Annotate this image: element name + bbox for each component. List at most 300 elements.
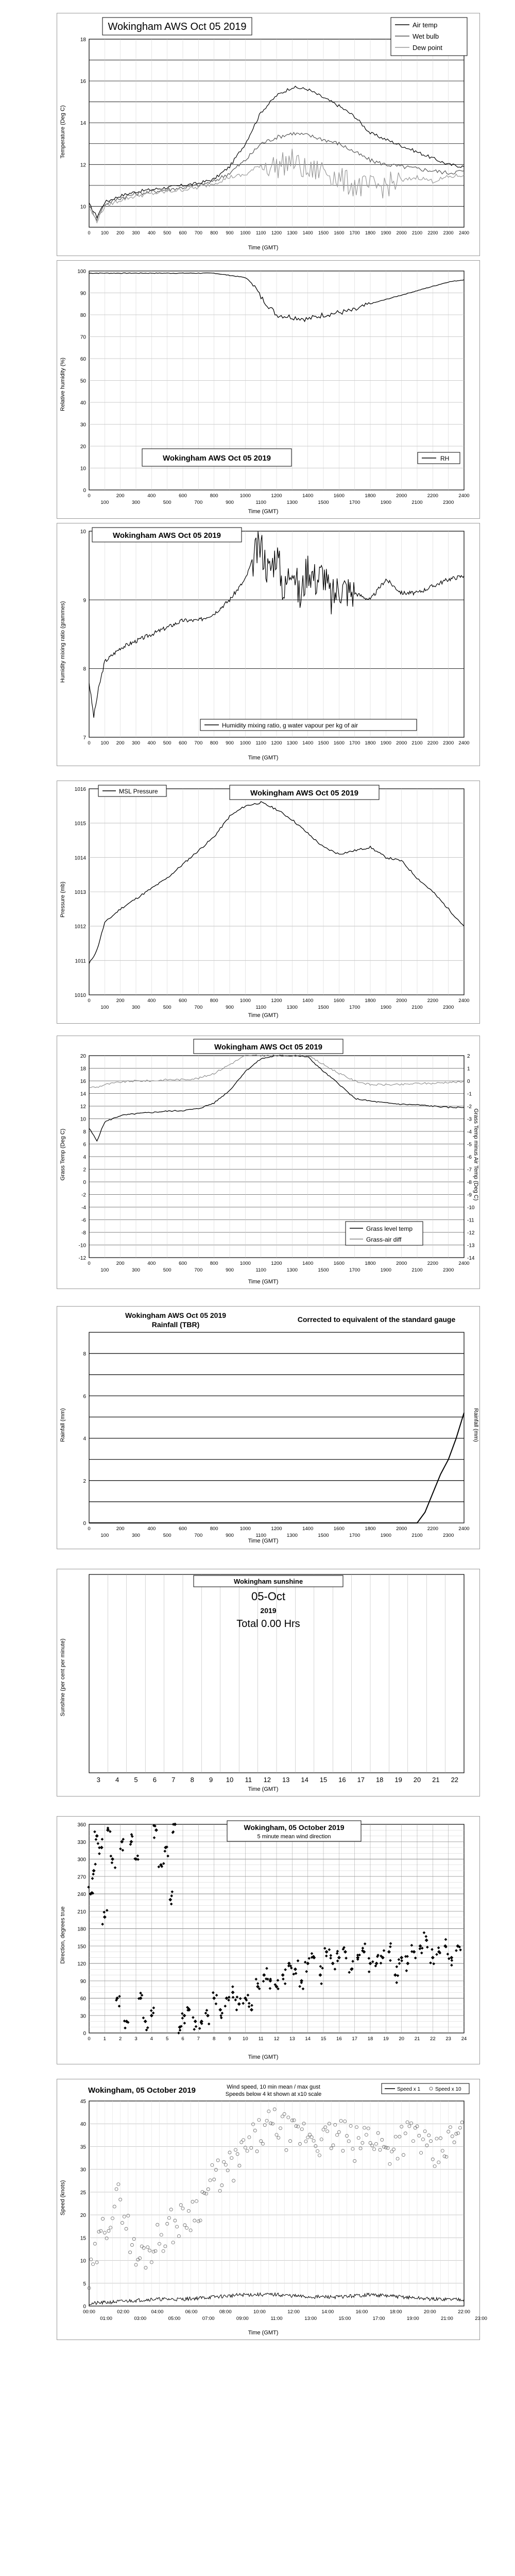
temperature-ylabel: Temperature (Deg C): [60, 105, 66, 159]
x-tick-label: 3: [96, 1776, 100, 1784]
y-tick-label: 30: [80, 2167, 86, 2173]
temperature-xlabel: Time (GMT): [248, 245, 279, 251]
x-tick-label: 100: [100, 1267, 109, 1273]
x-tick-label: 2100: [411, 1005, 423, 1010]
sunshine-chart-title: Wokingham sunshine: [233, 1578, 303, 1585]
mixing-ratio-chart: [57, 523, 479, 766]
x-tick-label: 1400: [302, 1261, 314, 1266]
x-tick-label: 17: [357, 1776, 365, 1784]
y-tick-label: 1014: [74, 855, 86, 861]
x-tick-label: 04:00: [151, 2309, 164, 2315]
x-tick-label: 1600: [333, 1261, 345, 1266]
x-tick-label: 12: [263, 1776, 271, 1784]
y-tick-label: 20: [80, 1054, 86, 1059]
x-tick-label: 1900: [380, 1267, 391, 1273]
x-tick-label: 1900: [380, 500, 391, 505]
x-tick-label: 2200: [427, 1261, 438, 1266]
x-tick-label: 700: [194, 740, 203, 746]
x-tick-label: 1800: [365, 740, 376, 746]
y2-tick-label: -13: [467, 1243, 475, 1249]
x-tick-label: 0: [88, 2036, 91, 2042]
y-tick-label: 1016: [74, 787, 86, 792]
x-tick-label: 200: [116, 493, 125, 499]
x-tick-label: 17: [352, 2036, 357, 2042]
x-tick-label: 10: [226, 1776, 234, 1784]
x-tick-label: 100: [100, 230, 109, 235]
x-tick-label: 1100: [255, 1267, 266, 1273]
pressure-chart-panel: [57, 781, 480, 1024]
y2-tick-label: -6: [467, 1155, 472, 1160]
x-tick-label: 18: [367, 2036, 373, 2042]
x-tick-label: 1800: [365, 230, 376, 235]
x-tick-label: 18:00: [389, 2309, 402, 2315]
legend-dew-point: Dew point: [413, 44, 442, 52]
x-tick-label: 100: [100, 1533, 109, 1538]
x-tick-label: 300: [132, 1533, 140, 1538]
x-tick-label: 1300: [286, 500, 298, 505]
y-tick-label: 1015: [74, 821, 86, 827]
x-tick-label: 14:00: [321, 2309, 334, 2315]
x-tick-label: 400: [147, 998, 156, 1004]
y-tick-label: 7: [83, 735, 86, 741]
x-tick-label: 1300: [286, 1267, 298, 1273]
y2-tick-label: -11: [467, 1217, 474, 1224]
x-tick-label: 200: [116, 740, 125, 746]
x-tick-label: 4: [150, 2036, 153, 2042]
x-tick-label: 900: [226, 1267, 234, 1273]
x-tick-label: 1800: [365, 1261, 376, 1266]
x-tick-label: 2100: [411, 230, 423, 235]
y-tick-label: 0: [83, 1180, 86, 1185]
x-tick-label: 2400: [458, 493, 470, 499]
temperature-chart: [57, 13, 479, 256]
rainfall-y2label: Rainfall (mm): [473, 1408, 479, 1442]
y-tick-label: -10: [78, 1243, 86, 1249]
y-tick-label: 20: [80, 444, 86, 450]
rh-chart-panel: [57, 260, 480, 519]
x-tick-label: 900: [226, 1005, 234, 1010]
x-tick-label: 21: [414, 2036, 420, 2042]
x-tick-label: 1000: [239, 740, 251, 746]
y-tick-label: 50: [80, 378, 86, 384]
x-tick-label: 2000: [396, 998, 407, 1004]
x-tick-label: 4: [115, 1776, 119, 1784]
y-tick-label: 210: [77, 1909, 86, 1915]
rainfall-correction-note: Corrected to equivalent of the standard gauge: [297, 1315, 456, 1324]
y-tick-label: 8: [83, 1351, 86, 1358]
y-tick-label: 180: [77, 1926, 86, 1933]
rh-chart-title: Wokingham AWS Oct 05 2019: [162, 454, 271, 463]
y-tick-label: 20: [80, 2213, 86, 2219]
y-tick-label: 120: [77, 1961, 86, 1967]
x-tick-label: 1900: [380, 740, 391, 746]
x-tick-label: 21:00: [441, 2316, 453, 2321]
x-tick-label: 1200: [271, 1526, 282, 1532]
y2-tick-label: -2: [467, 1104, 472, 1110]
x-tick-label: 2300: [443, 1267, 454, 1273]
y-tick-label: 90: [80, 291, 86, 297]
x-tick-label: 2400: [458, 740, 470, 746]
x-tick-label: 2000: [396, 740, 407, 746]
x-tick-label: 7: [171, 1776, 176, 1784]
y2-tick-label: -5: [467, 1142, 472, 1148]
y-tick-label: 0: [83, 2304, 86, 2310]
x-tick-label: 13: [289, 2036, 295, 2042]
y-tick-label: 1010: [74, 993, 86, 998]
x-tick-label: 8: [213, 2036, 216, 2042]
x-tick-label: 1: [103, 2036, 106, 2042]
x-tick-label: 900: [226, 740, 234, 746]
x-tick-label: 1800: [365, 1526, 376, 1532]
y-tick-label: -2: [81, 1192, 86, 1198]
rh-xlabel: Time (GMT): [248, 509, 279, 515]
x-tick-label: 0: [88, 1261, 91, 1266]
x-tick-label: 1900: [380, 1533, 391, 1538]
x-tick-label: 19:00: [406, 2316, 419, 2321]
y-tick-label: 16: [80, 79, 86, 85]
x-tick-label: 300: [132, 740, 140, 746]
wind-speed-subtitle2: Speeds below 4 kt shown at x10 scale: [225, 2091, 322, 2097]
x-tick-label: 600: [179, 998, 187, 1004]
x-tick-label: 1600: [334, 230, 345, 235]
x-tick-label: 900: [226, 500, 234, 505]
x-tick-label: 600: [179, 1261, 187, 1266]
x-tick-label: 900: [226, 230, 234, 235]
x-tick-label: 7: [197, 2036, 200, 2042]
x-tick-label: 1800: [365, 493, 376, 499]
y-tick-label: 12: [80, 1104, 86, 1110]
x-tick-label: 15:00: [338, 2316, 351, 2321]
x-tick-label: 1200: [271, 998, 282, 1004]
x-tick-label: 1000: [239, 998, 251, 1004]
y-tick-label: 15: [80, 2235, 86, 2242]
x-tick-label: 2400: [458, 230, 470, 235]
wind-direction-chart: [57, 1817, 479, 2064]
x-tick-label: 2100: [411, 1267, 423, 1273]
y-tick-label: 10: [80, 1116, 86, 1123]
x-tick-label: 200: [116, 230, 125, 235]
x-tick-label: 800: [210, 1261, 218, 1266]
x-tick-label: 15: [320, 2036, 327, 2042]
y-tick-label: 360: [77, 1822, 86, 1828]
x-tick-label: 23:00: [475, 2316, 487, 2321]
y-tick-label: 1011: [75, 958, 86, 964]
legend-grass-air-diff: Grass-air diff: [366, 1236, 402, 1243]
pressure-ylabel: Pressure (mb): [60, 882, 66, 918]
sunshine-year: 2019: [260, 1606, 277, 1615]
y-tick-label: 0: [83, 2031, 86, 2037]
x-tick-label: 20: [399, 2036, 404, 2042]
wind-speed-chart: [57, 2079, 487, 2340]
rainfall-chart: [57, 1307, 479, 1549]
y-tick-label: 5: [83, 2281, 86, 2287]
x-tick-label: 2300: [443, 740, 454, 746]
x-tick-label: 1500: [318, 230, 329, 235]
x-tick-label: 300: [132, 230, 140, 235]
x-tick-label: 13: [282, 1776, 290, 1784]
y-tick-label: 35: [80, 2144, 86, 2150]
x-tick-label: 1500: [318, 1267, 329, 1273]
x-tick-label: 20:00: [423, 2309, 436, 2315]
legend-speed-x10: Speed x 10: [435, 2087, 461, 2092]
y-tick-label: 40: [80, 400, 86, 406]
wind-direction-xlabel: Time (GMT): [248, 2054, 279, 2060]
sunshine-chart-panel: [57, 1569, 480, 1797]
x-tick-label: 2400: [458, 1261, 470, 1266]
y-tick-label: 9: [83, 598, 86, 604]
x-tick-label: 1400: [302, 740, 314, 746]
x-tick-label: 1700: [349, 1267, 360, 1273]
rainfall-chart-subtitle: Rainfall (TBR): [151, 1320, 200, 1329]
x-tick-label: 1000: [239, 493, 251, 499]
x-tick-label: 2: [119, 2036, 122, 2042]
x-tick-label: 1000: [240, 230, 251, 235]
legend-rh: RH: [440, 455, 450, 462]
x-tick-label: 11: [245, 1776, 252, 1784]
sunshine-date: 05-Oct: [251, 1590, 286, 1603]
x-tick-label: 0: [88, 740, 91, 746]
y2-tick-label: -14: [467, 1256, 475, 1261]
x-tick-label: 2200: [427, 493, 438, 499]
x-tick-label: 10: [243, 2036, 248, 2042]
x-tick-label: 0: [88, 493, 91, 499]
x-tick-label: 400: [147, 740, 156, 746]
y-tick-label: 25: [80, 2190, 86, 2196]
x-tick-label: 700: [194, 1005, 203, 1010]
x-tick-label: 19: [383, 2036, 389, 2042]
x-tick-label: 400: [147, 493, 156, 499]
x-tick-label: 100: [100, 1005, 109, 1010]
x-tick-label: 1700: [349, 1005, 360, 1010]
x-tick-label: 600: [179, 230, 187, 235]
y2-tick-label: -7: [467, 1167, 472, 1173]
grass-temp-ylabel: Grass Temp (Deg C): [60, 1128, 66, 1181]
x-tick-label: 400: [147, 1526, 156, 1532]
x-tick-label: 23: [445, 2036, 451, 2042]
x-tick-label: 12: [273, 2036, 280, 2042]
y2-tick-label: -3: [467, 1116, 472, 1123]
x-tick-label: 1000: [239, 1261, 251, 1266]
y-tick-label: 10: [80, 2258, 86, 2264]
y-tick-label: 2: [83, 1167, 86, 1173]
rh-ylabel: Relative humidity (%): [60, 358, 66, 411]
x-tick-label: 11: [258, 2036, 264, 2042]
wind-speed-chart-panel: [57, 2079, 487, 2340]
y-tick-label: 6: [83, 1394, 86, 1400]
x-tick-label: 1000: [239, 1526, 251, 1532]
y-tick-label: 14: [80, 1091, 86, 1097]
temperature-chart-title: Wokingham AWS Oct 05 2019: [108, 21, 247, 32]
x-tick-label: 2300: [443, 230, 454, 235]
x-tick-label: 05:00: [168, 2316, 181, 2321]
x-tick-label: 400: [147, 1261, 156, 1266]
x-tick-label: 1100: [255, 1533, 266, 1538]
mixing-ratio-chart-title: Wokingham AWS Oct 05 2019: [112, 531, 221, 540]
x-tick-label: 00:00: [83, 2309, 95, 2315]
x-tick-label: 5: [134, 1776, 138, 1784]
x-tick-label: 12:00: [287, 2309, 300, 2315]
x-tick-label: 03:00: [134, 2316, 147, 2321]
wind-speed-subtitle: Wind speed, 10 min mean / max gust: [227, 2084, 320, 2090]
y-tick-label: 70: [80, 334, 86, 341]
x-tick-label: 1600: [333, 493, 345, 499]
x-tick-label: 10:00: [253, 2309, 266, 2315]
y-tick-label: 10: [80, 529, 86, 535]
x-tick-label: 500: [163, 1533, 171, 1538]
legend-speed-x1: Speed x 1: [397, 2087, 421, 2092]
wind-direction-chart-title: Wokingham, 05 October 2019: [244, 1823, 345, 1832]
y-tick-label: 18: [80, 37, 86, 43]
x-tick-label: 1200: [271, 740, 282, 746]
x-tick-label: 1200: [271, 1261, 282, 1266]
x-tick-label: 1700: [349, 740, 360, 746]
x-tick-label: 16: [338, 1776, 346, 1784]
x-tick-label: 9: [228, 2036, 231, 2042]
y-tick-label: 0: [83, 1521, 86, 1527]
x-tick-label: 1200: [271, 230, 282, 235]
x-tick-label: 1400: [302, 998, 314, 1004]
y-tick-label: 12: [80, 162, 86, 168]
pressure-chart-title: Wokingham AWS Oct 05 2019: [250, 789, 359, 798]
wind-direction-ylabel: Direction, degrees true: [60, 1906, 66, 1964]
y-tick-label: 270: [77, 1874, 86, 1880]
mixing-ratio-xlabel: Time (GMT): [248, 755, 279, 761]
x-tick-label: 800: [210, 230, 218, 235]
x-tick-label: 500: [163, 500, 171, 505]
y-tick-label: 2: [83, 1478, 86, 1484]
x-tick-label: 1300: [286, 740, 298, 746]
y2-tick-label: -12: [467, 1230, 475, 1236]
y-tick-label: 4: [83, 1155, 86, 1160]
y2-tick-label: 2: [467, 1054, 470, 1059]
x-tick-label: 2200: [427, 740, 438, 746]
x-tick-label: 600: [179, 1526, 187, 1532]
x-tick-label: 2400: [458, 1526, 470, 1532]
x-tick-label: 1900: [381, 230, 391, 235]
y-tick-label: 6: [83, 1142, 86, 1148]
x-tick-label: 2000: [396, 1526, 407, 1532]
rainfall-xlabel: Time (GMT): [248, 1538, 279, 1544]
x-tick-label: 700: [194, 1533, 203, 1538]
x-tick-label: 19: [394, 1776, 402, 1784]
y2-tick-label: -4: [467, 1129, 472, 1135]
x-tick-label: 8: [190, 1776, 194, 1784]
sunshine-xlabel: Time (GMT): [248, 1786, 279, 1792]
y-tick-label: 10: [80, 466, 86, 472]
y2-tick-label: -1: [467, 1091, 472, 1097]
x-tick-label: 900: [226, 1533, 234, 1538]
y2-tick-label: -8: [467, 1180, 472, 1185]
x-tick-label: 6: [181, 2036, 184, 2042]
y-tick-label: 300: [77, 1857, 86, 1863]
x-tick-label: 1900: [380, 1005, 391, 1010]
x-tick-label: 1700: [349, 1533, 360, 1538]
mixing-ratio-chart-panel: [57, 523, 480, 766]
wind-speed-chart-title: Wokingham, 05 October 2019: [88, 2086, 196, 2095]
x-tick-label: 1700: [349, 500, 360, 505]
rainfall-chart-panel: [57, 1306, 480, 1549]
x-tick-label: 20: [413, 1776, 421, 1784]
y2-tick-label: -9: [467, 1192, 472, 1198]
x-tick-label: 400: [147, 230, 156, 235]
wind-speed-ylabel: Speed (knots): [60, 2180, 66, 2216]
rainfall-chart-title: Wokingham AWS Oct 05 2019: [125, 1311, 227, 1319]
legend-air-temp: Air temp: [413, 21, 438, 29]
legend-grass-temp: Grass level temp: [366, 1225, 413, 1232]
rh-chart: [57, 261, 479, 518]
y-tick-label: 80: [80, 313, 86, 318]
x-tick-label: 0: [88, 230, 91, 235]
y-tick-label: 10: [80, 204, 86, 210]
mixing-ratio-ylabel: Humidity mixing ratio (grammes): [60, 601, 66, 683]
x-tick-label: 1800: [365, 998, 376, 1004]
grass-temp-chart: [57, 1036, 479, 1289]
wind-speed-xlabel: Time (GMT): [248, 2330, 279, 2336]
x-tick-label: 1600: [333, 740, 345, 746]
y2-tick-label: 0: [467, 1079, 470, 1084]
x-tick-label: 1100: [255, 1005, 266, 1010]
grass-temp-xlabel: Time (GMT): [248, 1279, 279, 1285]
y-tick-label: 4: [83, 1436, 86, 1442]
x-tick-label: 0: [88, 1526, 91, 1532]
x-tick-label: 08:00: [219, 2309, 232, 2315]
x-tick-label: 1300: [286, 1005, 298, 1010]
legend-wet-bulb: Wet bulb: [413, 32, 439, 40]
x-tick-label: 14: [301, 1776, 308, 1784]
x-tick-label: 200: [116, 998, 125, 1004]
x-tick-label: 1600: [333, 998, 345, 1004]
x-tick-label: 300: [132, 1005, 140, 1010]
grass-temp-y2label: Grass Temp minus Air Temp (Deg C): [473, 1108, 479, 1201]
sunshine-total: Total 0.00 Hrs: [236, 1618, 300, 1630]
x-tick-label: 1700: [349, 230, 360, 235]
rainfall-ylabel: Rainfall (mm): [60, 1408, 66, 1442]
x-tick-label: 1300: [286, 1533, 298, 1538]
y-tick-label: 330: [77, 1839, 86, 1845]
x-tick-label: 1500: [318, 1005, 329, 1010]
y-tick-label: 8: [83, 666, 86, 672]
x-tick-label: 21: [432, 1776, 440, 1784]
x-tick-label: 18: [375, 1776, 384, 1784]
plot-area: [89, 1332, 464, 1523]
x-tick-label: 1100: [255, 740, 266, 746]
x-tick-label: 300: [132, 500, 140, 505]
x-tick-label: 15: [319, 1776, 328, 1784]
x-tick-label: 09:00: [236, 2316, 249, 2321]
y-tick-label: 1013: [74, 890, 86, 895]
x-tick-label: 2300: [443, 1005, 454, 1010]
x-tick-label: 17:00: [372, 2316, 385, 2321]
y-tick-label: 60: [80, 1996, 86, 2002]
pressure-xlabel: Time (GMT): [248, 1012, 279, 1019]
x-tick-label: 3: [134, 2036, 138, 2042]
x-tick-label: 500: [163, 230, 171, 235]
y-tick-label: 30: [80, 2013, 86, 2020]
sunshine-chart: [57, 1569, 479, 1796]
x-tick-label: 100: [100, 740, 109, 746]
x-tick-label: 01:00: [100, 2316, 112, 2321]
y-tick-label: 45: [80, 2099, 86, 2105]
y-tick-label: -8: [81, 1230, 86, 1236]
y-tick-label: 100: [77, 269, 86, 275]
x-tick-label: 100: [100, 500, 109, 505]
y-tick-label: 30: [80, 422, 86, 428]
x-tick-label: 1200: [271, 493, 282, 499]
x-tick-label: 06:00: [185, 2309, 198, 2315]
x-tick-label: 600: [179, 493, 187, 499]
x-tick-label: 800: [210, 740, 218, 746]
x-tick-label: 2100: [411, 1533, 423, 1538]
